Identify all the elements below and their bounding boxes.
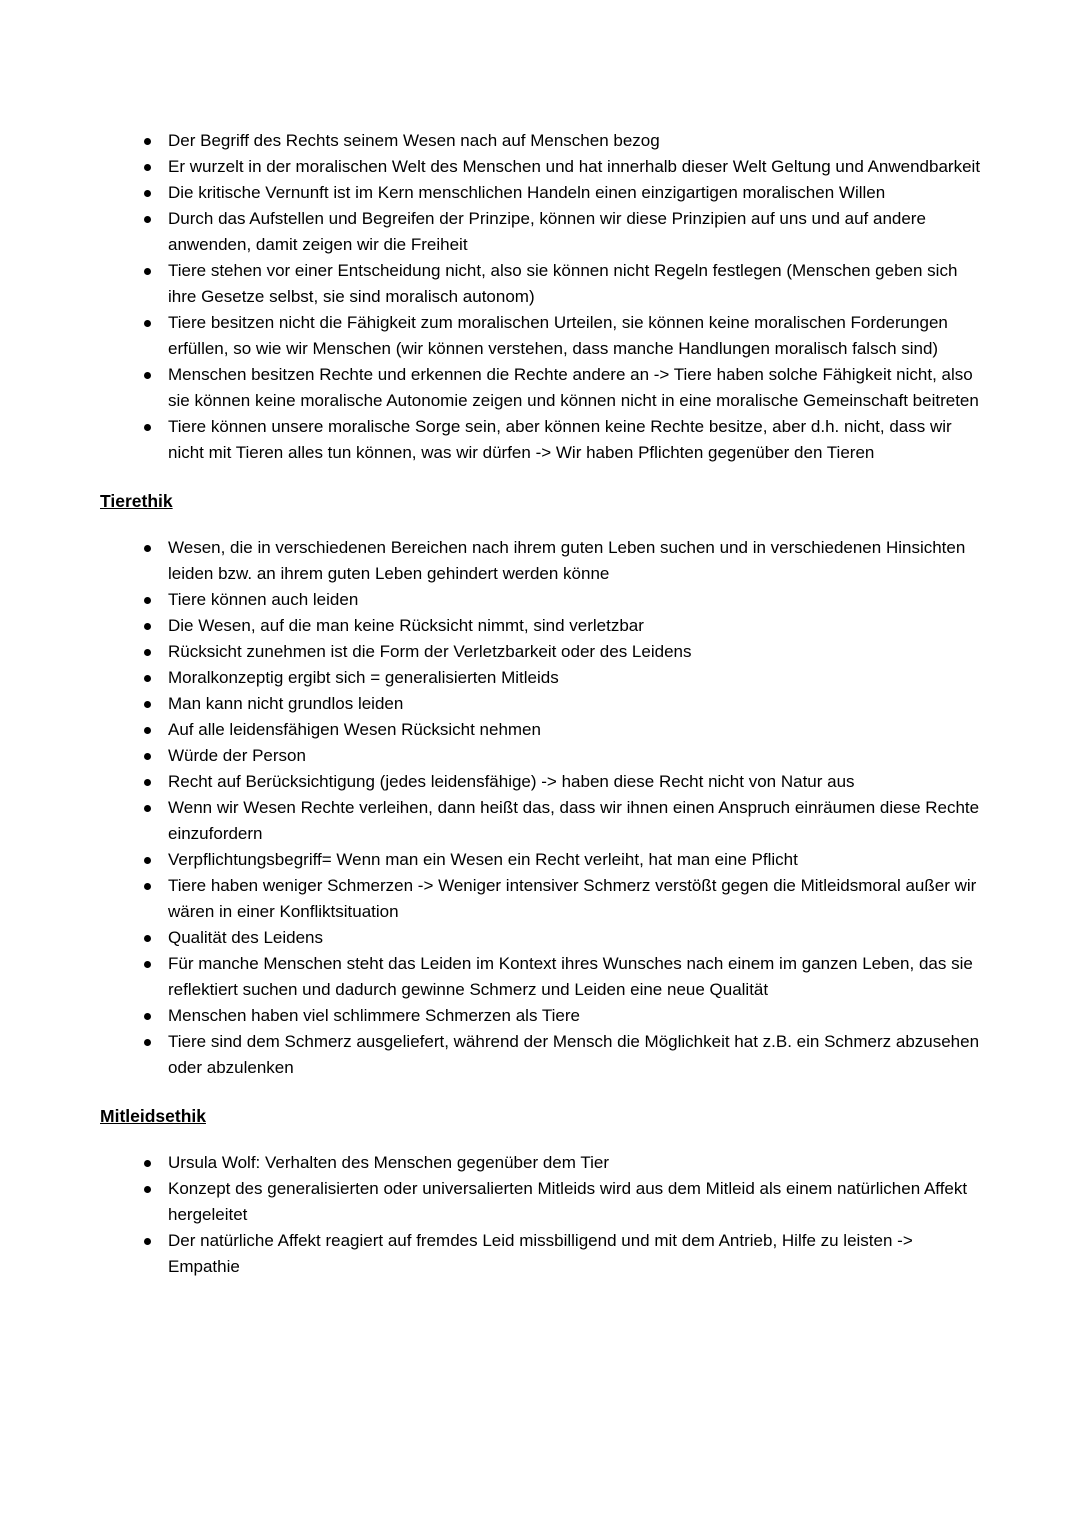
list-item: Konzept des generalisierten oder universalierten Mitleids wird aus dem Mitleid als einem natürlichen Affekt hergeleitet [100,1176,984,1228]
list-item: Verpflichtungsbegriff= Wenn man ein Wesen ein Recht verleiht, hat man eine Pflicht [100,847,984,873]
intro-list [100,128,984,466]
list-item: Moralkonzeptig ergibt sich = generalisierten Mitleids [100,665,984,691]
list-item: Auf alle leidensfähigen Wesen Rücksicht nehmen [100,717,984,743]
list-item: Tiere können auch leiden [100,587,984,613]
list-item: Menschen haben viel schlimmere Schmerzen als Tiere [100,1003,984,1029]
list-item: Menschen besitzen Rechte und erkennen die Rechte andere an -> Tiere haben solche Fähigkeit nicht, also sie können keine moralische Autonomie zeigen und können nicht in eine moralische Gemeinschaft beitreten [100,362,984,414]
list-item: Tiere sind dem Schmerz ausgeliefert, während der Mensch die Möglichkeit hat z.B. ein Schmerz abzusehen oder abzulenken [100,1029,984,1081]
list-item: Die Wesen, auf die man keine Rücksicht nimmt, sind verletzbar [100,613,984,639]
tierethik-list [100,535,984,1081]
list-item: Tiere besitzen nicht die Fähigkeit zum moralischen Urteilen, sie können keine moralischen Forderungen erfüllen, so wie wir Menschen (wir können verstehen, dass manche Handlungen moralisch falsch sind) [100,310,984,362]
list-item: Ursula Wolf: Verhalten des Menschen gegenüber dem Tier [100,1150,984,1176]
section-heading-mitleidsethik: Mitleidsethik [100,1106,206,1126]
list-item: Der Begriff des Rechts seinem Wesen nach auf Menschen bezog [100,128,984,154]
list-item: Würde der Person [100,743,984,769]
list-item: Durch das Aufstellen und Begreifen der Prinzipe, können wir diese Prinzipien auf uns und auf andere anwenden, damit zeigen wir die Freiheit [100,206,984,258]
list-item: Rücksicht zunehmen ist die Form der Verletzbarkeit oder des Leidens [100,639,984,665]
list-item: Wenn wir Wesen Rechte verleihen, dann heißt das, dass wir ihnen einen Anspruch einräumen diese Rechte einzufordern [100,795,984,847]
mitleidsethik-list [100,1150,984,1280]
list-item: Tiere können unsere moralische Sorge sein, aber können keine Rechte besitze, aber d.h. nicht, dass wir nicht mit Tieren alles tun können, was wir dürfen -> Wir haben Pflichten gegenüber den Tieren [100,414,984,466]
list-item: Tiere stehen vor einer Entscheidung nicht, also sie können nicht Regeln festlegen (Menschen geben sich ihre Gesetze selbst, sie sind moralisch autonom) [100,258,984,310]
list-item: Die kritische Vernunft ist im Kern menschlichen Handeln einen einzigartigen moralischen Willen [100,180,984,206]
list-item: Qualität des Leidens [100,925,984,951]
list-item: Recht auf Berücksichtigung (jedes leidensfähige) -> haben diese Recht nicht von Natur aus [100,769,984,795]
list-item: Der natürliche Affekt reagiert auf fremdes Leid missbilligend und mit dem Antrieb, Hilfe zu leisten -> Empathie [100,1228,984,1280]
list-item: Tiere haben weniger Schmerzen -> Weniger intensiver Schmerz verstößt gegen die Mitleidsmoral außer wir wären in einer Konfliktsituation [100,873,984,925]
section-heading-tierethik: Tierethik [100,491,173,511]
list-item: Für manche Menschen steht das Leiden im Kontext ihres Wunsches nach einem im ganzen Leben, das sie reflektiert suchen und dadurch gewinne Schmerz und Leiden eine neue Qualität [100,951,984,1003]
list-item: Man kann nicht grundlos leiden [100,691,984,717]
list-item: Wesen, die in verschiedenen Bereichen nach ihrem guten Leben suchen und in verschiedenen Hinsichten leiden bzw. an ihrem guten Leben gehindert werden könne [100,535,984,587]
list-item: Er wurzelt in der moralischen Welt des Menschen und hat innerhalb dieser Welt Geltung und Anwendbarkeit [100,154,984,180]
